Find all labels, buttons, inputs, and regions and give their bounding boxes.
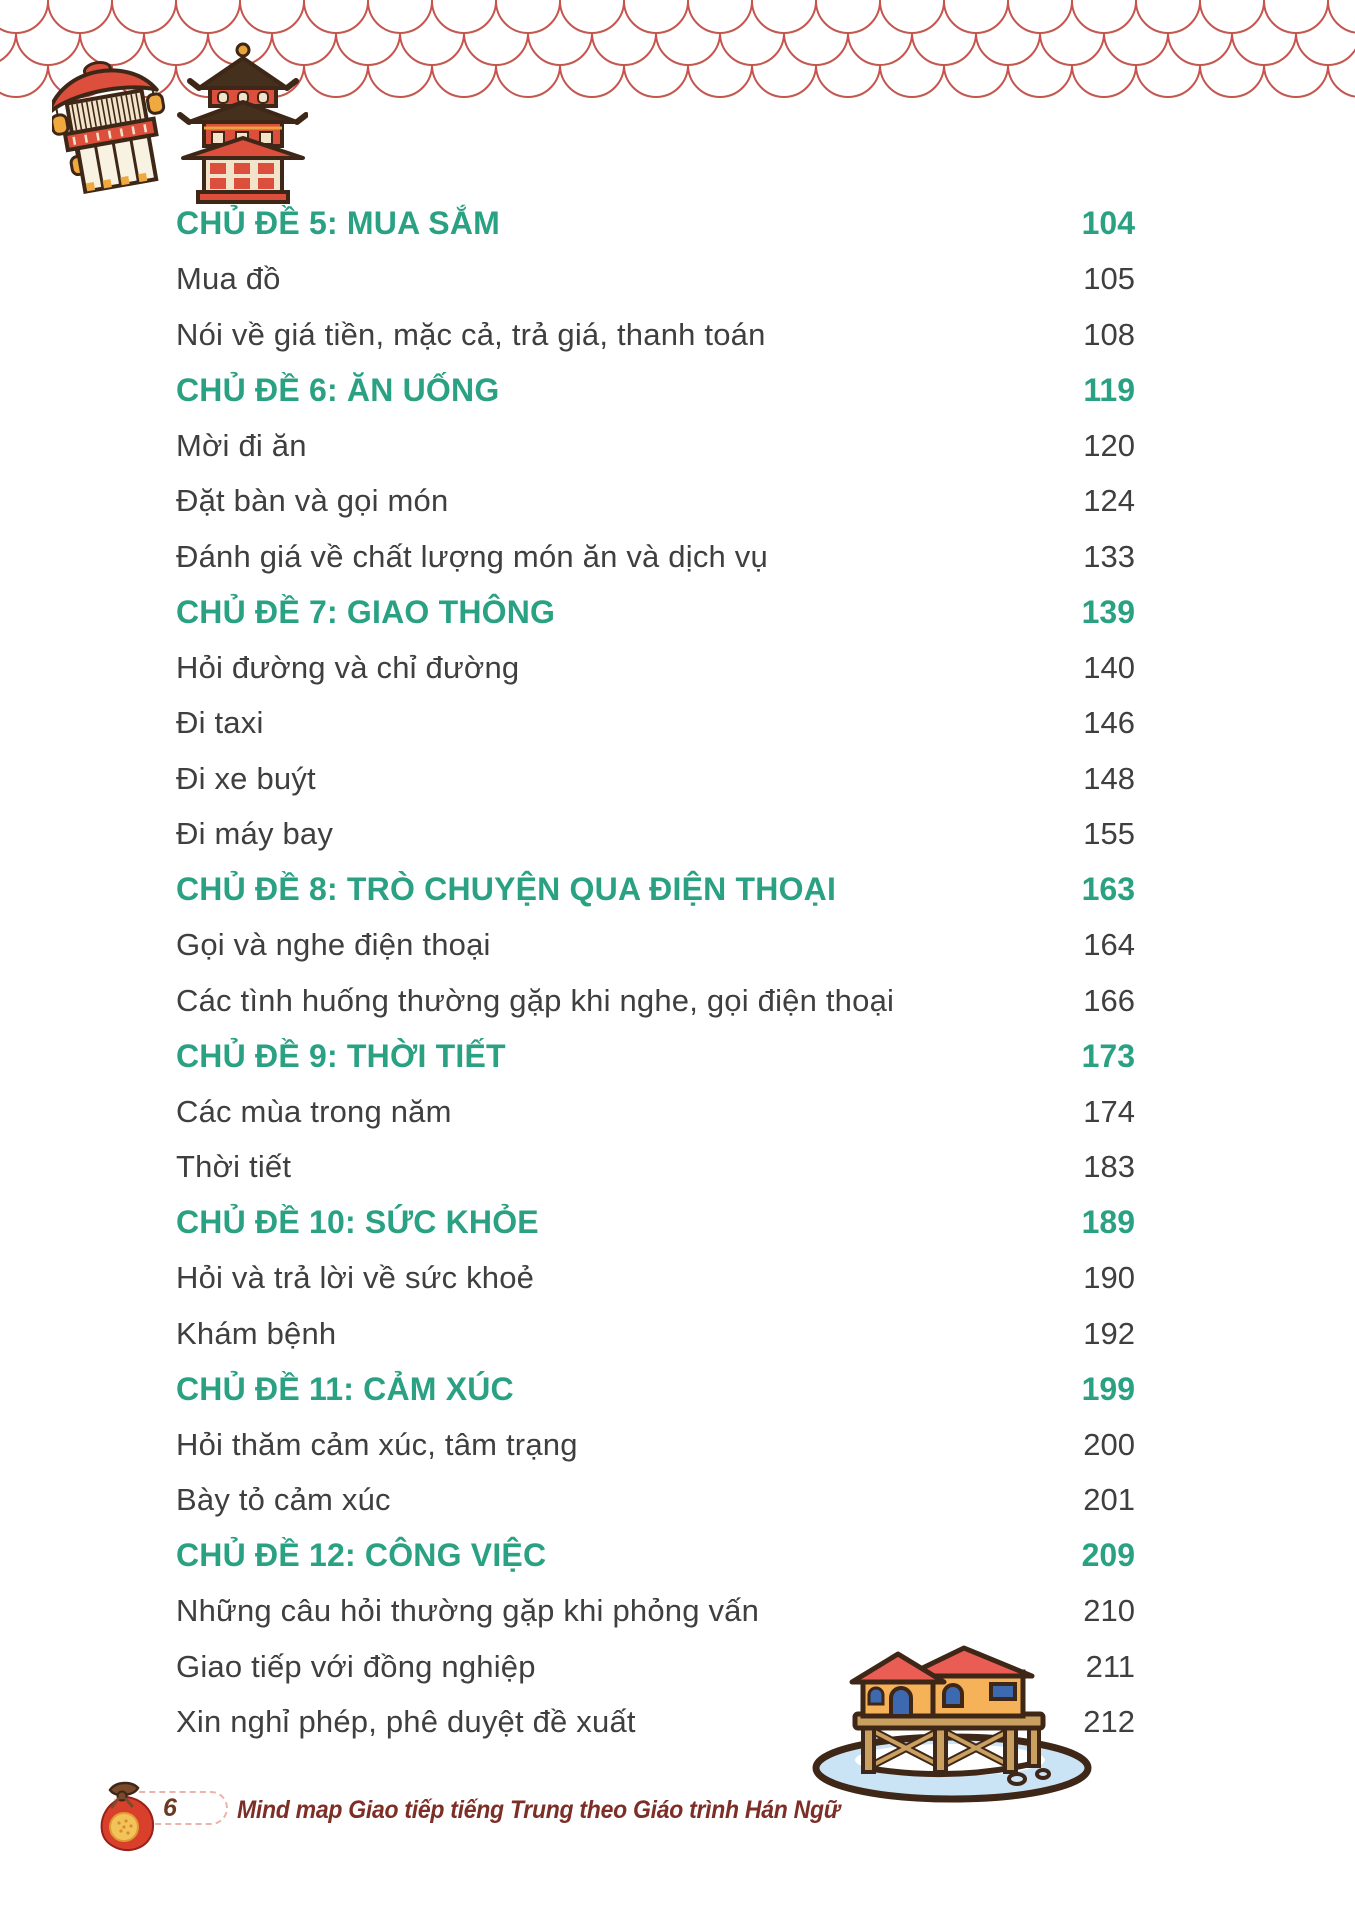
toc-entry-page: 146 [1083, 705, 1135, 741]
toc-entry-page: 174 [1083, 1093, 1135, 1129]
toc-chapter-row [176, 196, 1135, 252]
toc-entry-label: Giao tiếp với đồng nghiệp [176, 1648, 536, 1684]
toc-entry-label: Đi taxi [176, 705, 264, 741]
toc-entry-label: Nói về giá tiền, mặc cả, trả giá, thanh toán [176, 316, 766, 352]
toc-entry-label: Các mùa trong năm [176, 1093, 452, 1129]
toc-entry-page: 140 [1083, 649, 1135, 685]
toc-entry-page: 209 [1081, 1537, 1135, 1574]
toc-entry-label: Thời tiết [176, 1149, 292, 1185]
toc-entry-label: Mời đi ăn [176, 427, 307, 463]
toc-entry-label: Gọi và nghe điện thoại [176, 927, 491, 963]
toc-entry-label: Những câu hỏi thường gặp khi phỏng vấn [176, 1593, 760, 1629]
toc-entry-page: 200 [1083, 1426, 1135, 1462]
toc-item-row [176, 307, 1135, 363]
toc-entry-page: 173 [1081, 1037, 1135, 1074]
toc-entry-page: 133 [1083, 538, 1135, 574]
toc-entry-page: 104 [1081, 205, 1135, 242]
footer-page-number: 6 [163, 1793, 177, 1822]
toc-entry-label: Các tình huống thường gặp khi nghe, gọi điện thoại [176, 982, 895, 1018]
toc-item-row [176, 418, 1135, 474]
toc-entry-page: 201 [1083, 1482, 1135, 1518]
toc-entry-page: 166 [1083, 982, 1135, 1018]
toc-entry-page: 155 [1083, 816, 1135, 852]
toc-entry-page: 148 [1083, 760, 1135, 796]
toc [176, 196, 1135, 1750]
pagoda-shop-icon [52, 53, 176, 196]
toc-entry-page: 183 [1083, 1149, 1135, 1185]
toc-entry-page: 210 [1083, 1593, 1135, 1629]
toc-entry-label: CHỦ ĐỀ 6: ĂN UỐNG [176, 371, 500, 408]
toc-entry-label: Hỏi thăm cảm xúc, tâm trạng [176, 1426, 578, 1462]
pagodas-illustration [52, 40, 308, 216]
toc-entry-label: CHỦ ĐỀ 11: CẢM XÚC [176, 1370, 514, 1407]
toc-item-row [176, 1584, 1135, 1640]
toc-entry-label: Đánh giá về chất lượng món ăn và dịch vụ [176, 538, 768, 574]
toc-chapter-row [176, 1195, 1135, 1251]
toc-entry-label: CHỦ ĐỀ 10: SỨC KHỎE [176, 1204, 539, 1241]
toc-entry-page: 139 [1081, 593, 1135, 630]
toc-entry-label: Xin nghỉ phép, phê duyệt đề xuất [176, 1704, 636, 1740]
toc-entry-page: 164 [1083, 927, 1135, 963]
toc-entry-label: CHỦ ĐỀ 8: TRÒ CHUYỆN QUA ĐIỆN THOẠI [176, 871, 837, 908]
toc-entry-page: 108 [1083, 316, 1135, 352]
stilt-house-illustration [805, 1642, 1095, 1807]
toc-entry-page: 211 [1085, 1648, 1135, 1684]
toc-item-row [176, 807, 1135, 863]
toc-item-row [176, 252, 1135, 308]
footer-book-title: Mind map Giao tiếp tiếng Trung theo Giáo trình Hán Ngữ [237, 1795, 840, 1824]
toc-item-row [176, 1251, 1135, 1307]
toc-entry-page: 119 [1083, 371, 1135, 408]
toc-item-row [176, 1473, 1135, 1529]
toc-entry-page: 124 [1083, 483, 1135, 519]
toc-entry-page: 192 [1083, 1315, 1135, 1351]
toc-entry-page: 212 [1083, 1704, 1135, 1740]
toc-chapter-row [176, 363, 1135, 419]
houses [852, 1648, 1032, 1716]
toc-entry-page: 190 [1083, 1260, 1135, 1296]
toc-entry-label: Hỏi đường và chỉ đường [176, 649, 520, 685]
pagoda-tall-icon [180, 44, 306, 202]
toc-entry-label: CHỦ ĐỀ 12: CÔNG VIỆC [176, 1537, 547, 1574]
toc-entry-page: 199 [1081, 1370, 1135, 1407]
toc-item-row [176, 696, 1135, 752]
toc-entry-page: 120 [1083, 427, 1135, 463]
toc-entry-label: Đi xe buýt [176, 760, 316, 796]
toc-entry-page: 189 [1081, 1204, 1135, 1241]
toc-item-row [176, 751, 1135, 807]
toc-chapter-row [176, 1029, 1135, 1085]
toc-entry-label: CHỦ ĐỀ 5: MUA SẮM [176, 205, 500, 242]
toc-item-row [176, 918, 1135, 974]
toc-item-row [176, 1306, 1135, 1362]
toc-chapter-row [176, 585, 1135, 641]
toc-item-row [176, 474, 1135, 530]
money-bag-icon [96, 1779, 158, 1853]
toc-entry-label: CHỦ ĐỀ 9: THỜI TIẾT [176, 1037, 506, 1074]
toc-entry-label: Đi máy bay [176, 816, 334, 852]
toc-item-row [176, 1084, 1135, 1140]
toc-entry-page: 163 [1081, 871, 1135, 908]
toc-entry-label: Khám bệnh [176, 1315, 337, 1351]
toc-entry-label: CHỦ ĐỀ 7: GIAO THÔNG [176, 593, 556, 630]
toc-item-row [176, 1140, 1135, 1196]
toc-entry-label: Hỏi và trả lời về sức khoẻ [176, 1260, 535, 1296]
toc-item-row [176, 1417, 1135, 1473]
toc-chapter-row [176, 1528, 1135, 1584]
toc-item-row [176, 973, 1135, 1029]
toc-entry-label: Đặt bàn và gọi món [176, 483, 449, 519]
toc-chapter-row [176, 1362, 1135, 1418]
toc-item-row [176, 640, 1135, 696]
toc-entry-label: Bày tỏ cảm xúc [176, 1482, 391, 1518]
toc-item-row [176, 529, 1135, 585]
toc-entry-page: 105 [1083, 261, 1135, 297]
toc-chapter-row [176, 862, 1135, 918]
toc-entry-label: Mua đồ [176, 261, 281, 297]
